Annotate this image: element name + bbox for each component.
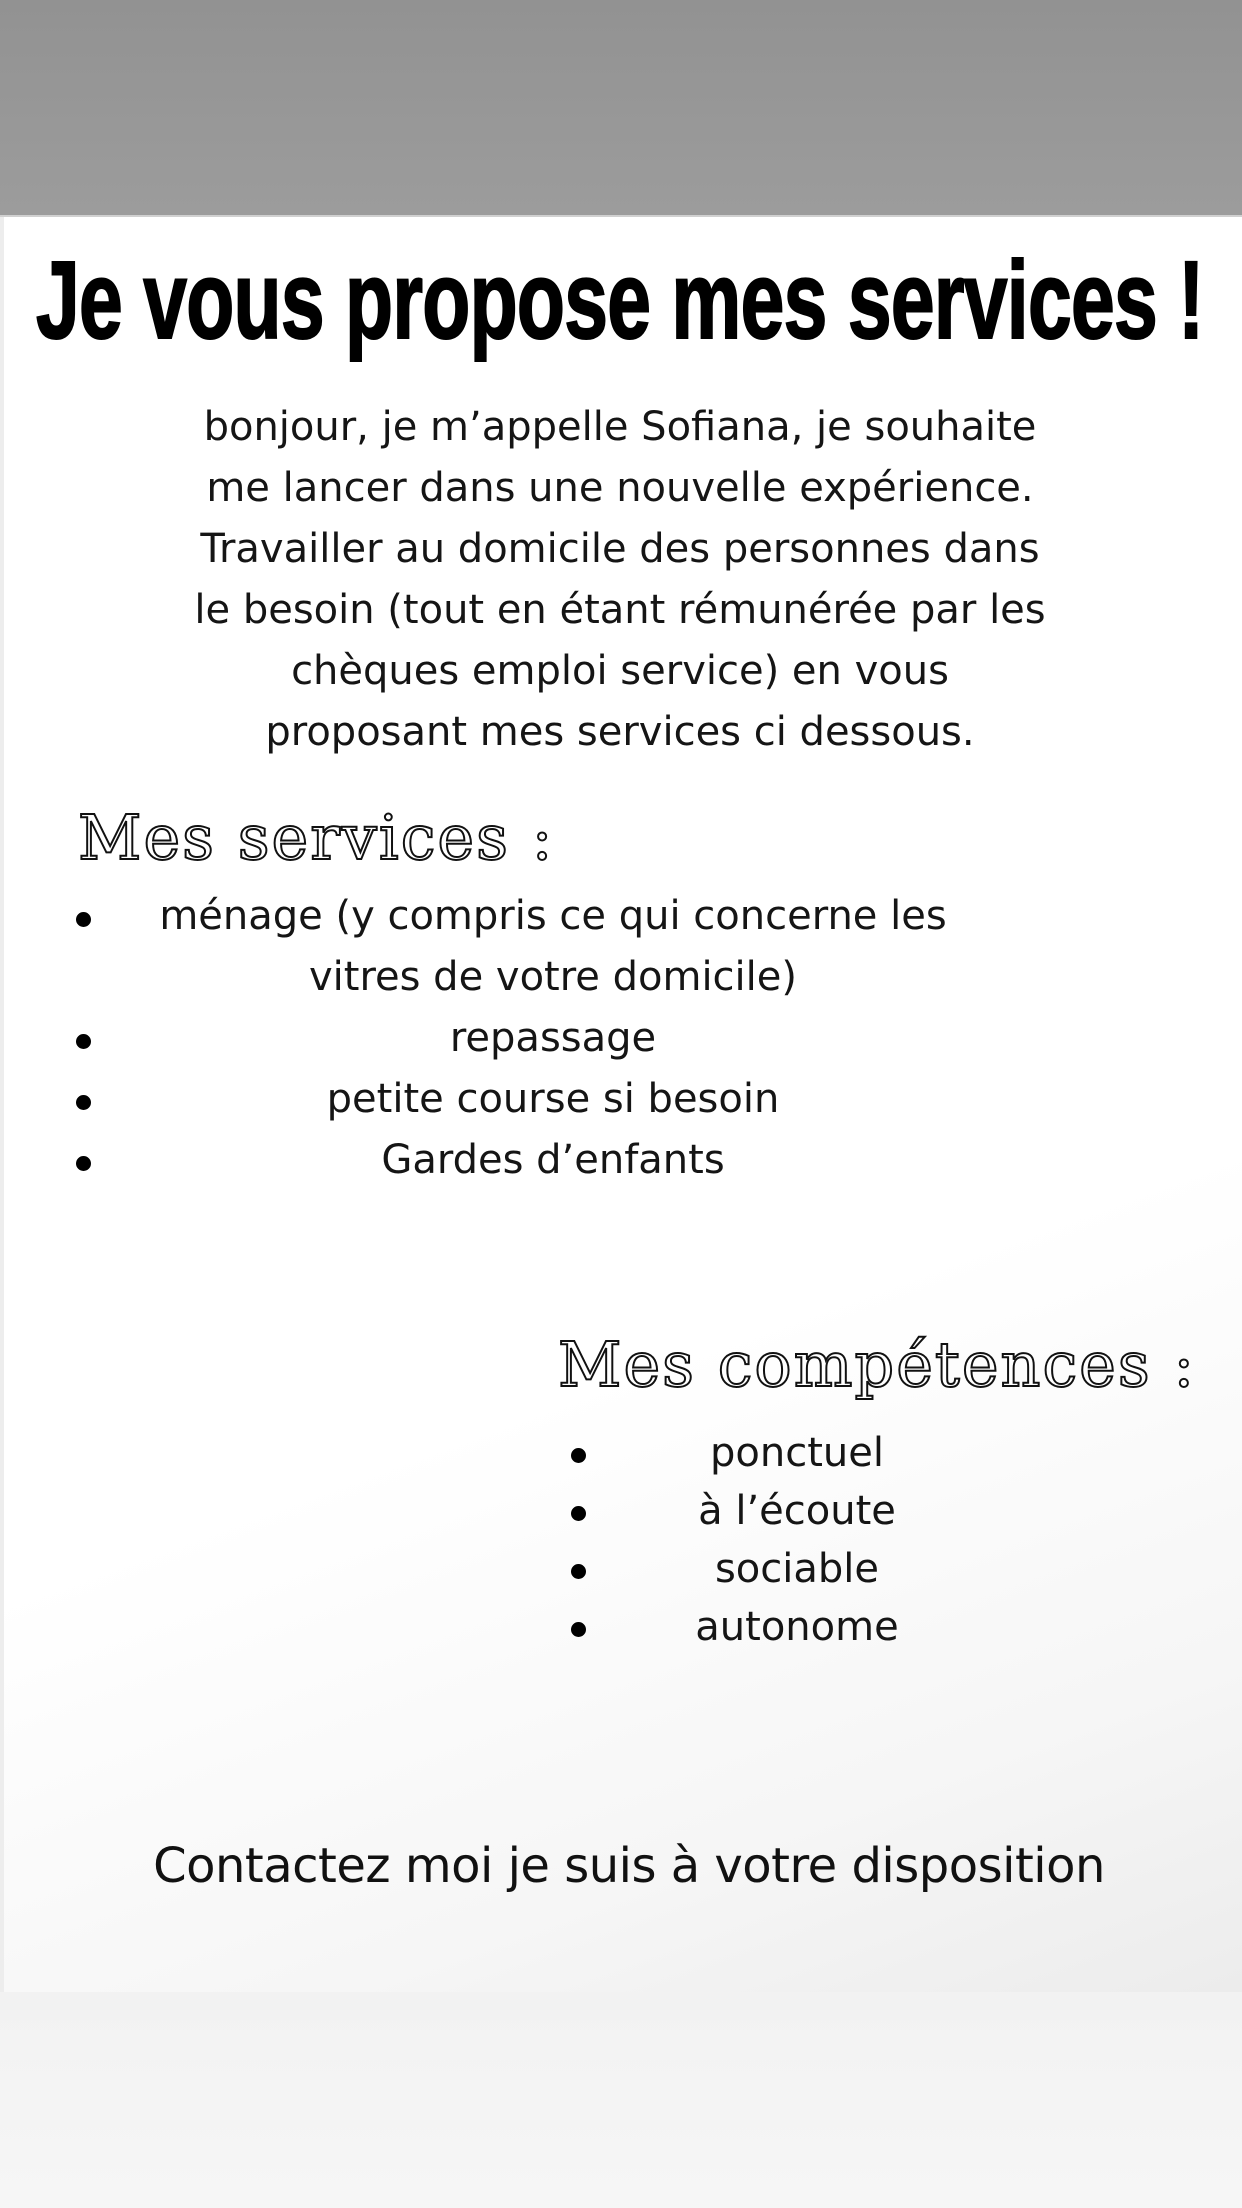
bullet-icon bbox=[76, 1034, 91, 1049]
bullet-icon bbox=[571, 1564, 586, 1579]
bullet-icon bbox=[571, 1622, 586, 1637]
bullet-icon bbox=[76, 912, 91, 927]
contact-line: Contactez moi je suis à votre disposition bbox=[153, 1838, 1105, 1894]
service-item-line: petite course si besoin bbox=[326, 1076, 780, 1122]
service-item-line: repassage bbox=[449, 1015, 657, 1061]
service-item-text bbox=[110, 1069, 996, 1130]
intro-paragraph bbox=[140, 397, 1100, 763]
competence-item-text: sociable bbox=[714, 1546, 880, 1592]
list-item bbox=[571, 1540, 1031, 1598]
competences-list bbox=[571, 1424, 1031, 1656]
bottom-gray-area bbox=[0, 1992, 1242, 2208]
service-item-text bbox=[110, 886, 996, 1008]
services-list bbox=[76, 886, 1036, 1191]
competence-item-text: ponctuel bbox=[710, 1430, 884, 1476]
list-item bbox=[76, 1069, 1036, 1130]
list-item bbox=[571, 1482, 1031, 1540]
list-item bbox=[76, 886, 1036, 1008]
intro-line: bonjour, je m’appelle Sofiana, je souhaite bbox=[203, 404, 1037, 450]
service-item-line: vitres de votre domicile) bbox=[308, 954, 797, 1000]
competence-item-text: autonome bbox=[695, 1604, 899, 1650]
intro-line: le besoin (tout en étant rémunérée par les bbox=[194, 587, 1046, 633]
bullet-icon bbox=[76, 1156, 91, 1171]
intro-line: chèques emploi service) en vous bbox=[291, 648, 949, 694]
intro-line: proposant mes services ci dessous. bbox=[265, 709, 975, 755]
bullet-icon bbox=[571, 1448, 586, 1463]
service-item-text bbox=[110, 1008, 996, 1069]
intro-line: me lancer dans une nouvelle expérience. bbox=[206, 465, 1034, 511]
flyer-title: Je vous propose mes services ! bbox=[36, 239, 1204, 362]
services-heading: Mes services : bbox=[78, 801, 555, 874]
list-item bbox=[76, 1008, 1036, 1069]
competence-item-text: à l’écoute bbox=[698, 1488, 896, 1534]
list-item bbox=[76, 1130, 1036, 1191]
service-item-line: Gardes d’enfants bbox=[381, 1137, 725, 1183]
bullet-icon bbox=[571, 1506, 586, 1521]
bullet-icon bbox=[76, 1095, 91, 1110]
competences-heading: Mes compétences : bbox=[558, 1328, 1197, 1401]
intro-line: Travailler au domicile des personnes dans bbox=[200, 526, 1040, 572]
service-item-line: ménage (y compris ce qui concerne les bbox=[159, 893, 947, 939]
top-gray-bar bbox=[0, 0, 1242, 217]
list-item bbox=[571, 1424, 1031, 1482]
service-item-text bbox=[110, 1130, 996, 1191]
list-item bbox=[571, 1598, 1031, 1656]
